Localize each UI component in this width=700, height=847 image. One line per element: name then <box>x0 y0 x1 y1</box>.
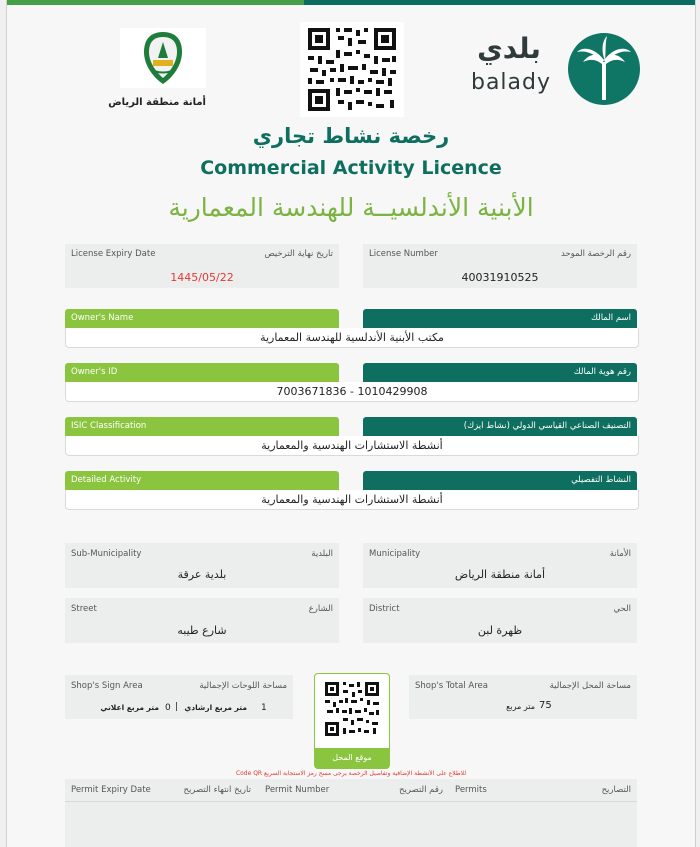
riyadh-caption: أمانة منطقة الرياض <box>108 97 206 108</box>
qr-note: للاطلاع على الأنشطة الإضافية وتفاصيل الرخصة يرجى مسح رمز الاستجابة السريع Code QR <box>235 770 467 777</box>
owner-name-value: مكتب الأبنية الأندلسية للهندسة المعمارية <box>260 331 444 344</box>
license-number-box <box>363 244 637 288</box>
municipality-value: أمانة منطقة الرياض <box>454 568 546 581</box>
owner-id-label-en: Owner's ID <box>71 367 118 377</box>
detailed-activity-value: أنشطة الاستشارات الهندسية والمعمارية <box>261 493 443 506</box>
license-expiry-label-en: License Expiry Date <box>71 249 156 259</box>
owner-name-value-box <box>65 328 639 348</box>
owner-name-header-en <box>65 309 339 328</box>
sign-separator: | <box>175 702 179 712</box>
permit-expiry-label-en: Permit Expiry Date <box>71 785 151 795</box>
sign-ad-value: 0 <box>165 703 171 713</box>
sign-area-box <box>65 675 293 719</box>
district-value: ظهرة لبن <box>477 624 523 637</box>
license-page <box>6 0 696 847</box>
district-box <box>363 598 637 643</box>
sign-ad-unit: متر مربع اعلاني <box>100 703 159 712</box>
sub-municipality-box <box>65 543 339 588</box>
license-number-value: 40031910525 <box>461 271 539 284</box>
owner-name-label-en: Owner's Name <box>71 313 134 323</box>
street-label-en: Street <box>71 604 97 614</box>
isic-value-box <box>65 436 639 456</box>
street-value: شارع طيبه <box>177 624 227 637</box>
title-english: Commercial Activity Licence <box>200 157 502 179</box>
street-label-ar: الشارع <box>308 604 333 614</box>
detailed-activity-label-en: Detailed Activity <box>71 475 142 485</box>
sign-area-label-ar: مساحة اللوحات الإجمالية <box>199 681 287 691</box>
total-area-label-en: Shop's Total Area <box>415 681 488 691</box>
license-expiry-value: 1445/05/22 <box>170 271 234 284</box>
street-box <box>65 598 339 643</box>
total-area-unit: متر مربع <box>506 702 535 711</box>
balady-arabic: بلدي <box>477 32 541 65</box>
sub-municipality-label-ar: البلدية <box>311 549 333 559</box>
balady-english: balady <box>470 70 552 95</box>
sign-guidance-value: 1 <box>261 703 267 713</box>
sign-guidance-unit: متر مربع ارشادي <box>184 703 247 712</box>
sub-municipality-value: بلدية عرقة <box>177 568 227 581</box>
title-arabic: رخصة نشاط تجاري <box>252 124 450 148</box>
permit-expiry-label-ar: تاريخ انتهاء التصريح <box>183 785 251 795</box>
isic-header-en <box>65 417 339 436</box>
isic-label-en: ISIC Classification <box>71 421 147 431</box>
owner-id-label-ar: رقم هوية المالك <box>573 367 631 377</box>
top-color-bar <box>7 0 695 5</box>
shop-location-caption: موقع المحل <box>315 748 389 768</box>
detailed-activity-header-ar <box>363 471 637 490</box>
isic-label-ar: التصنيف الصناعي القياسي الدولي (نشاط ايزك) <box>463 421 631 431</box>
riyadh-municipality-logo <box>120 28 206 88</box>
shop-location-qr-code <box>323 680 381 738</box>
total-area-label-ar: مساحة المحل الإجمالية <box>549 681 631 691</box>
balady-logo <box>463 30 643 110</box>
license-number-label-en: License Number <box>369 249 438 259</box>
total-area-box <box>409 675 637 719</box>
permits-label-en: Permits <box>455 785 487 795</box>
permits-table-header <box>65 779 637 802</box>
license-qr-code <box>300 22 404 117</box>
municipality-label-en: Municipality <box>369 549 421 559</box>
owner-id-value-box <box>65 382 639 402</box>
permit-number-label-en: Permit Number <box>265 785 330 795</box>
palm-icon <box>567 30 641 108</box>
permit-number-label-ar: رقم التصريح <box>399 785 443 795</box>
license-number-label-ar: رقم الرخصة الموحد <box>560 249 631 259</box>
total-area-value: 75 <box>539 700 552 711</box>
permits-label-ar: التصاريح <box>601 785 631 795</box>
municipality-label-ar: الأمانة <box>609 549 631 559</box>
isic-header-ar <box>363 417 637 436</box>
municipality-box <box>363 543 637 588</box>
business-name: الأبنية الأندلسيــة للهندسة المعمارية <box>168 193 534 222</box>
detailed-activity-label-ar: النشاط التفصيلي <box>571 475 631 485</box>
detailed-activity-value-box <box>65 490 639 510</box>
owner-name-label-ar: اسم المالك <box>590 313 631 323</box>
sub-municipality-label-en: Sub-Municipality <box>71 549 142 559</box>
district-label-en: District <box>369 604 400 614</box>
license-expiry-box <box>65 244 339 288</box>
owner-name-header-ar <box>363 309 637 328</box>
license-expiry-label-ar: تاريخ نهاية الترخيص <box>264 249 333 259</box>
permits-table <box>65 779 637 847</box>
owner-id-value: 7003671836 - 1010429908 <box>276 385 428 398</box>
isic-value: أنشطة الاستشارات الهندسية والمعمارية <box>261 439 443 452</box>
district-label-ar: الحي <box>613 604 631 614</box>
shop-location-qr-box <box>314 673 390 769</box>
detailed-activity-header-en <box>65 471 339 490</box>
sign-area-label-en: Shop's Sign Area <box>71 681 143 691</box>
owner-id-header-en <box>65 363 339 382</box>
owner-id-header-ar <box>363 363 637 382</box>
